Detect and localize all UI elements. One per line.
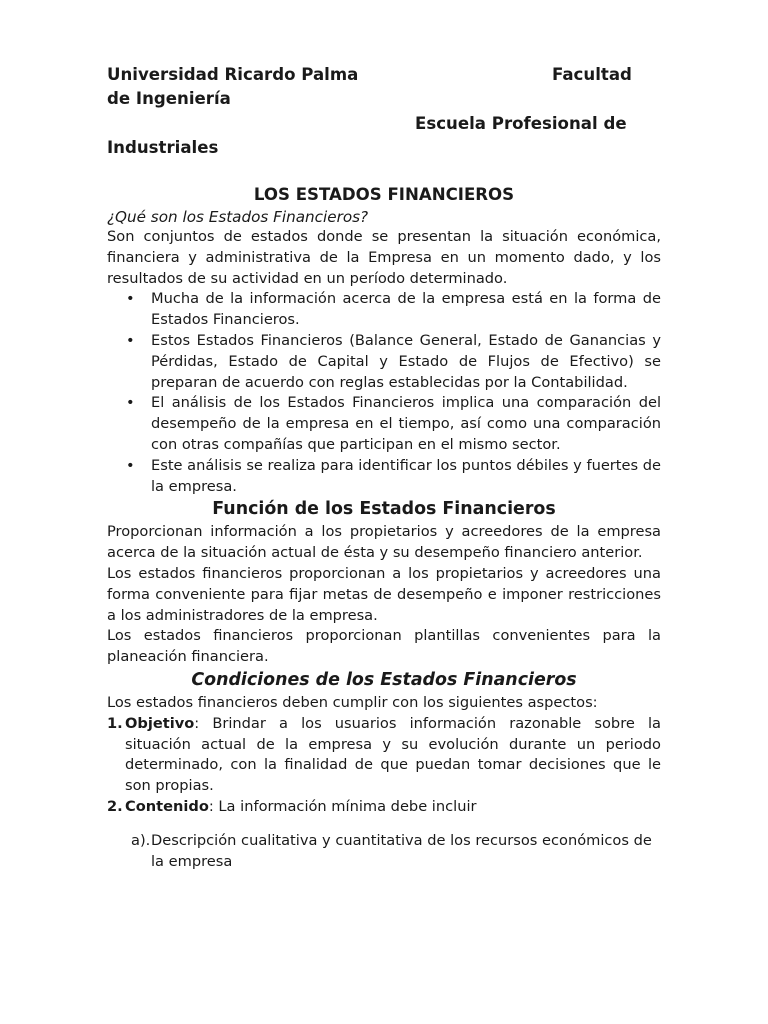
item-text: : Brindar a los usuarios información razonable sobre la situación actual de la empresa y su evolución durante un periodo determinado, con la finalidad de que puedan tomar decisiones que le son propias. bbox=[125, 714, 661, 795]
university-name: Universidad Ricardo Palma bbox=[107, 65, 359, 84]
funcion-paragraph: Proporcionan información a los propietarios y acreedores de la empresa acerca de la situación actual de ésta y su desempeño financiero anterior. bbox=[107, 523, 661, 562]
definition-paragraph: Son conjuntos de estados donde se presentan la situación económica, financiera y administrativa de la Empresa en un momento dado, y los resultados de su actividad en un período determinado. bbox=[107, 228, 661, 287]
document-page bbox=[107, 63, 661, 872]
numbered-item bbox=[107, 714, 661, 797]
bullet-icon: • bbox=[126, 331, 135, 349]
list-item: • Este análisis se realiza para identificar los puntos débiles y fuertes de la empresa. bbox=[126, 456, 661, 495]
sub-item-label: a). bbox=[131, 831, 151, 849]
item-number: 1. bbox=[107, 714, 123, 732]
bullet-icon: • bbox=[126, 290, 135, 308]
bullet-icon: • bbox=[126, 394, 135, 412]
condiciones-intro: Los estados financieros deben cumplir con los siguientes aspectos: bbox=[107, 693, 598, 711]
bullet-icon: • bbox=[126, 456, 135, 474]
school-name: Industriales bbox=[107, 138, 219, 157]
item-text: : La información mínima debe incluir bbox=[208, 797, 477, 815]
item-term: Contenido bbox=[125, 797, 209, 815]
faculty-name: de Ingeniería bbox=[107, 89, 231, 108]
funcion-paragraph: Los estados financieros proporcionan a los propietarios y acreedores una forma conveniente para fijar metas de desempeño e imponer restricciones a los administradores de la empresa. bbox=[107, 564, 661, 624]
main-title: LOS ESTADOS FINANCIEROS bbox=[253, 185, 515, 204]
funcion-paragraph: Los estados financieros proporcionan plantillas convenientes para la planeación financiera. bbox=[107, 627, 661, 666]
sub-item bbox=[107, 831, 661, 873]
bullet-list bbox=[107, 289, 661, 497]
sub-item-text: Descripción cualitativa y cuantitativa de los recursos económicos de la empresa bbox=[151, 831, 652, 870]
funcion-heading: Función de los Estados Financieros bbox=[212, 499, 556, 520]
item-number: 2. bbox=[107, 797, 123, 815]
list-item: • Estos Estados Financieros (Balance General, Estado de Ganancias y Pérdidas, Estado de Capital y Estado de Flujos de Efectivo) se preparan de acuerdo con reglas establecidas por la Contabilidad. bbox=[126, 331, 661, 391]
condiciones-heading: Condiciones de los Estados Financieros bbox=[191, 669, 577, 690]
list-item: • El análisis de los Estados Financieros implica una comparación del desempeño de la empresa en el tiempo, así como una comparación con otras compañías que participan en el mismo sector. bbox=[126, 394, 661, 453]
school-label: Escuela Profesional de bbox=[415, 114, 627, 133]
item-term: Objetivo bbox=[125, 714, 195, 732]
question-heading: ¿Qué son los Estados Financieros? bbox=[107, 208, 369, 226]
document-header bbox=[107, 63, 661, 161]
list-item: • Mucha de la información acerca de la empresa está en la forma de Estados Financieros. bbox=[126, 290, 661, 329]
numbered-item bbox=[107, 797, 661, 818]
faculty-label: Facultad bbox=[552, 65, 632, 84]
